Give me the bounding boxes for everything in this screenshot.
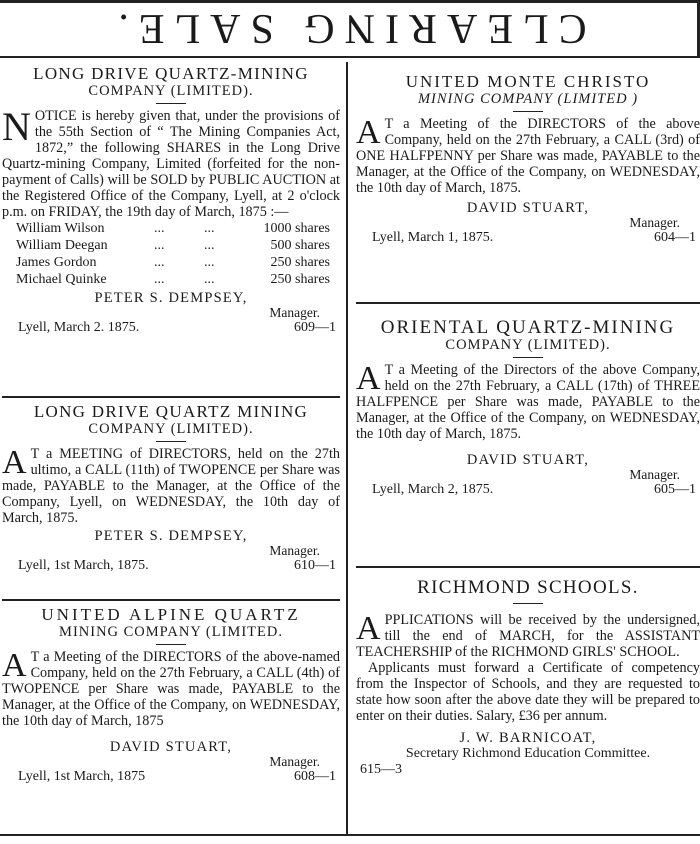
signatory: PETER S. DEMPSEY, (94, 290, 248, 306)
ad-subtitle: COMPANY (LIMITED). (88, 83, 254, 99)
signatory: DAVID STUART, (466, 200, 590, 216)
drop-cap: A (2, 647, 27, 684)
ad-body-paragraph (356, 660, 700, 724)
title-dash (513, 603, 543, 604)
ad-footer (2, 558, 340, 576)
bottom-rule (0, 834, 700, 836)
share-quantity: 250 shares (270, 255, 330, 270)
masthead (0, 0, 700, 58)
ad-subtitle: MINING COMPANY (LIMITED. (59, 624, 283, 640)
title-dash (513, 111, 543, 112)
signatory: DAVID STUART, (466, 452, 590, 468)
ad-reference: 604—1 (654, 230, 696, 245)
signatory-role: Manager. (269, 543, 320, 558)
share-row (16, 220, 340, 237)
place-date: Lyell, March 2, 1875. (372, 482, 494, 497)
ad-reference: 610—1 (294, 558, 336, 573)
title-dash (513, 357, 543, 358)
signatory: DAVID STUART, (109, 739, 233, 755)
ad-united-alpine (2, 599, 340, 831)
place-date: Lyell, March 1, 1875. (372, 230, 494, 245)
ad-subtitle: MINING COMPANY (LIMITED ) (417, 91, 639, 107)
ad-title: UNITED ALPINE QUARTZ (41, 605, 301, 624)
drop-cap: A (356, 114, 381, 151)
ad-title: UNITED MONTE CHRISTO (405, 72, 651, 91)
shareholder-name: Michael Quinke (16, 272, 107, 287)
shareholder-name: William Wilson (16, 221, 105, 236)
ad-footer (356, 230, 700, 248)
ad-body (356, 116, 700, 196)
ad-title: ORIENTAL QUARTZ-MINING (380, 317, 676, 338)
ad-footer (356, 482, 700, 500)
ad-body (356, 362, 700, 442)
ad-long-drive-call (2, 396, 340, 599)
title-dash (156, 644, 186, 645)
leader-dots: ... (204, 221, 215, 236)
ad-footer (2, 320, 340, 338)
right-column (356, 60, 700, 828)
ad-reference: 615—3 (360, 762, 402, 777)
ad-title: LONG DRIVE QUARTZ-MINING (33, 64, 309, 83)
signatory: PETER S. DEMPSEY, (94, 528, 248, 544)
column-divider (346, 62, 348, 834)
ad-reference: 608—1 (294, 769, 336, 784)
ad-body-text: OTICE is hereby given that, under the provisions of the 55th Section of “ The Mining Companies Act, 1872,” the following SHARES in the Long Drive Quartz-mining Company, Limited (forfeited for the non-payment of Calls) will be SOLD by PUBLIC AUCTION at the Registered Office of the Company, Lyell, at 2 o'clock p.m. on FRIDAY, the 19th day of March, 1875 :— (2, 108, 340, 220)
drop-cap: A (356, 360, 381, 397)
ad-body-text: PPLICATIONS will be received by the undersigned, till the end of MARCH, for the ASSISTANT TEACHERSHIP of the RICHMOND GIRLS' SCHOOL. (356, 612, 700, 660)
share-row (16, 254, 340, 271)
ad-subtitle: COMPANY (LIMITED). (445, 337, 611, 353)
shareholder-name: William Deegan (16, 238, 108, 253)
place-date: Lyell, 1st March, 1875. (18, 558, 149, 573)
leader-dots: ... (154, 272, 165, 287)
signatory-role: Manager. (629, 467, 680, 482)
ad-body (2, 104, 340, 220)
signatory: J. W. BARNICOAT, (459, 730, 597, 746)
signatory-role: Manager. (629, 215, 680, 230)
leader-dots: ... (154, 255, 165, 270)
leader-dots: ... (204, 238, 215, 253)
place-date: Lyell, 1st March, 1875 (18, 769, 146, 784)
ad-body (2, 446, 340, 526)
ad-body (356, 612, 700, 660)
leader-dots: ... (204, 255, 215, 270)
share-row (16, 237, 340, 254)
place-date: Lyell, March 2. 1875. (18, 320, 140, 335)
ad-subtitle: COMPANY (LIMITED). (88, 421, 254, 437)
share-quantity: 1000 shares (263, 221, 330, 236)
leader-dots: ... (154, 238, 165, 253)
ad-oriental (356, 302, 700, 566)
ad-richmond-schools (356, 566, 700, 828)
ad-united-monte-christo (356, 60, 700, 302)
ad-body-text: T a MEETING of DIRECTORS, held on the 27th ultimo, a CALL (11th) of TWOPENCE per Share was made, PAYABLE to the Manager, at the Office of the Company, Lyell, on WEDNESDAY, the 10th day of March, 1875. (2, 446, 340, 526)
shareholder-name: James Gordon (16, 255, 97, 270)
ad-long-drive-notice (2, 60, 340, 396)
ad-reference: 609—1 (294, 320, 336, 335)
drop-cap: A (2, 444, 27, 481)
share-row (16, 271, 340, 288)
ad-title: LONG DRIVE QUARTZ MINING (33, 402, 309, 421)
left-column (2, 60, 340, 831)
signatory-role: Manager. (269, 754, 320, 769)
ad-body-text: T a Meeting of the DIRECTORS of the above Company, held on the 27th February, a CALL (3rd) of ONE HALFPENNY per Share was made, PAYABLE to the Manager, at the Office of the Company, on WEDNESDAY, the 10th day of March, 1875. (356, 116, 700, 196)
ad-title: RICHMOND SCHOOLS. (417, 577, 639, 598)
signatory-role: Manager. (269, 305, 320, 320)
drop-cap: N (2, 104, 31, 149)
share-quantity: 500 shares (270, 238, 330, 253)
clearing-sale-banner: CLEARING SALE. (108, 5, 587, 51)
drop-cap: A (356, 610, 381, 647)
share-quantity: 250 shares (270, 272, 330, 287)
share-list (16, 220, 340, 288)
ad-body-text-2: Applicants must forward a Certificate of competency from the Inspector of Schools, and they are requested to state how soon after the above date they will be prepared to enter on their duties. Salary, £36 per annum. (356, 660, 700, 724)
ad-body-text: T a Meeting of the DIRECTORS of the above-named Company, held on the 27th February, a CALL (4th) of TWOPENCE per Share was made, PAYABLE to the Manager, at the Office of the Company, on WEDNESDAY, the 10th day of March, 1875 (2, 649, 340, 729)
title-dash (156, 441, 186, 442)
title-dash (156, 103, 186, 104)
leader-dots: ... (154, 221, 165, 236)
leader-dots: ... (204, 272, 215, 287)
signatory-title: Secretary Richmond Education Committee. (405, 746, 651, 761)
ad-body-text: T a Meeting of the Directors of the above Company, held on the 27th February, a CALL (17th) of THREE HALFPENCE per Share was made, PAYABLE to the Manager, at the Office of the Company, on WEDNESDAY, the 10th day of March, 1875. (356, 362, 700, 442)
ad-body (2, 649, 340, 729)
ad-footer (2, 769, 340, 787)
ad-reference: 605—1 (654, 482, 696, 497)
masthead-top-rule (0, 0, 700, 3)
